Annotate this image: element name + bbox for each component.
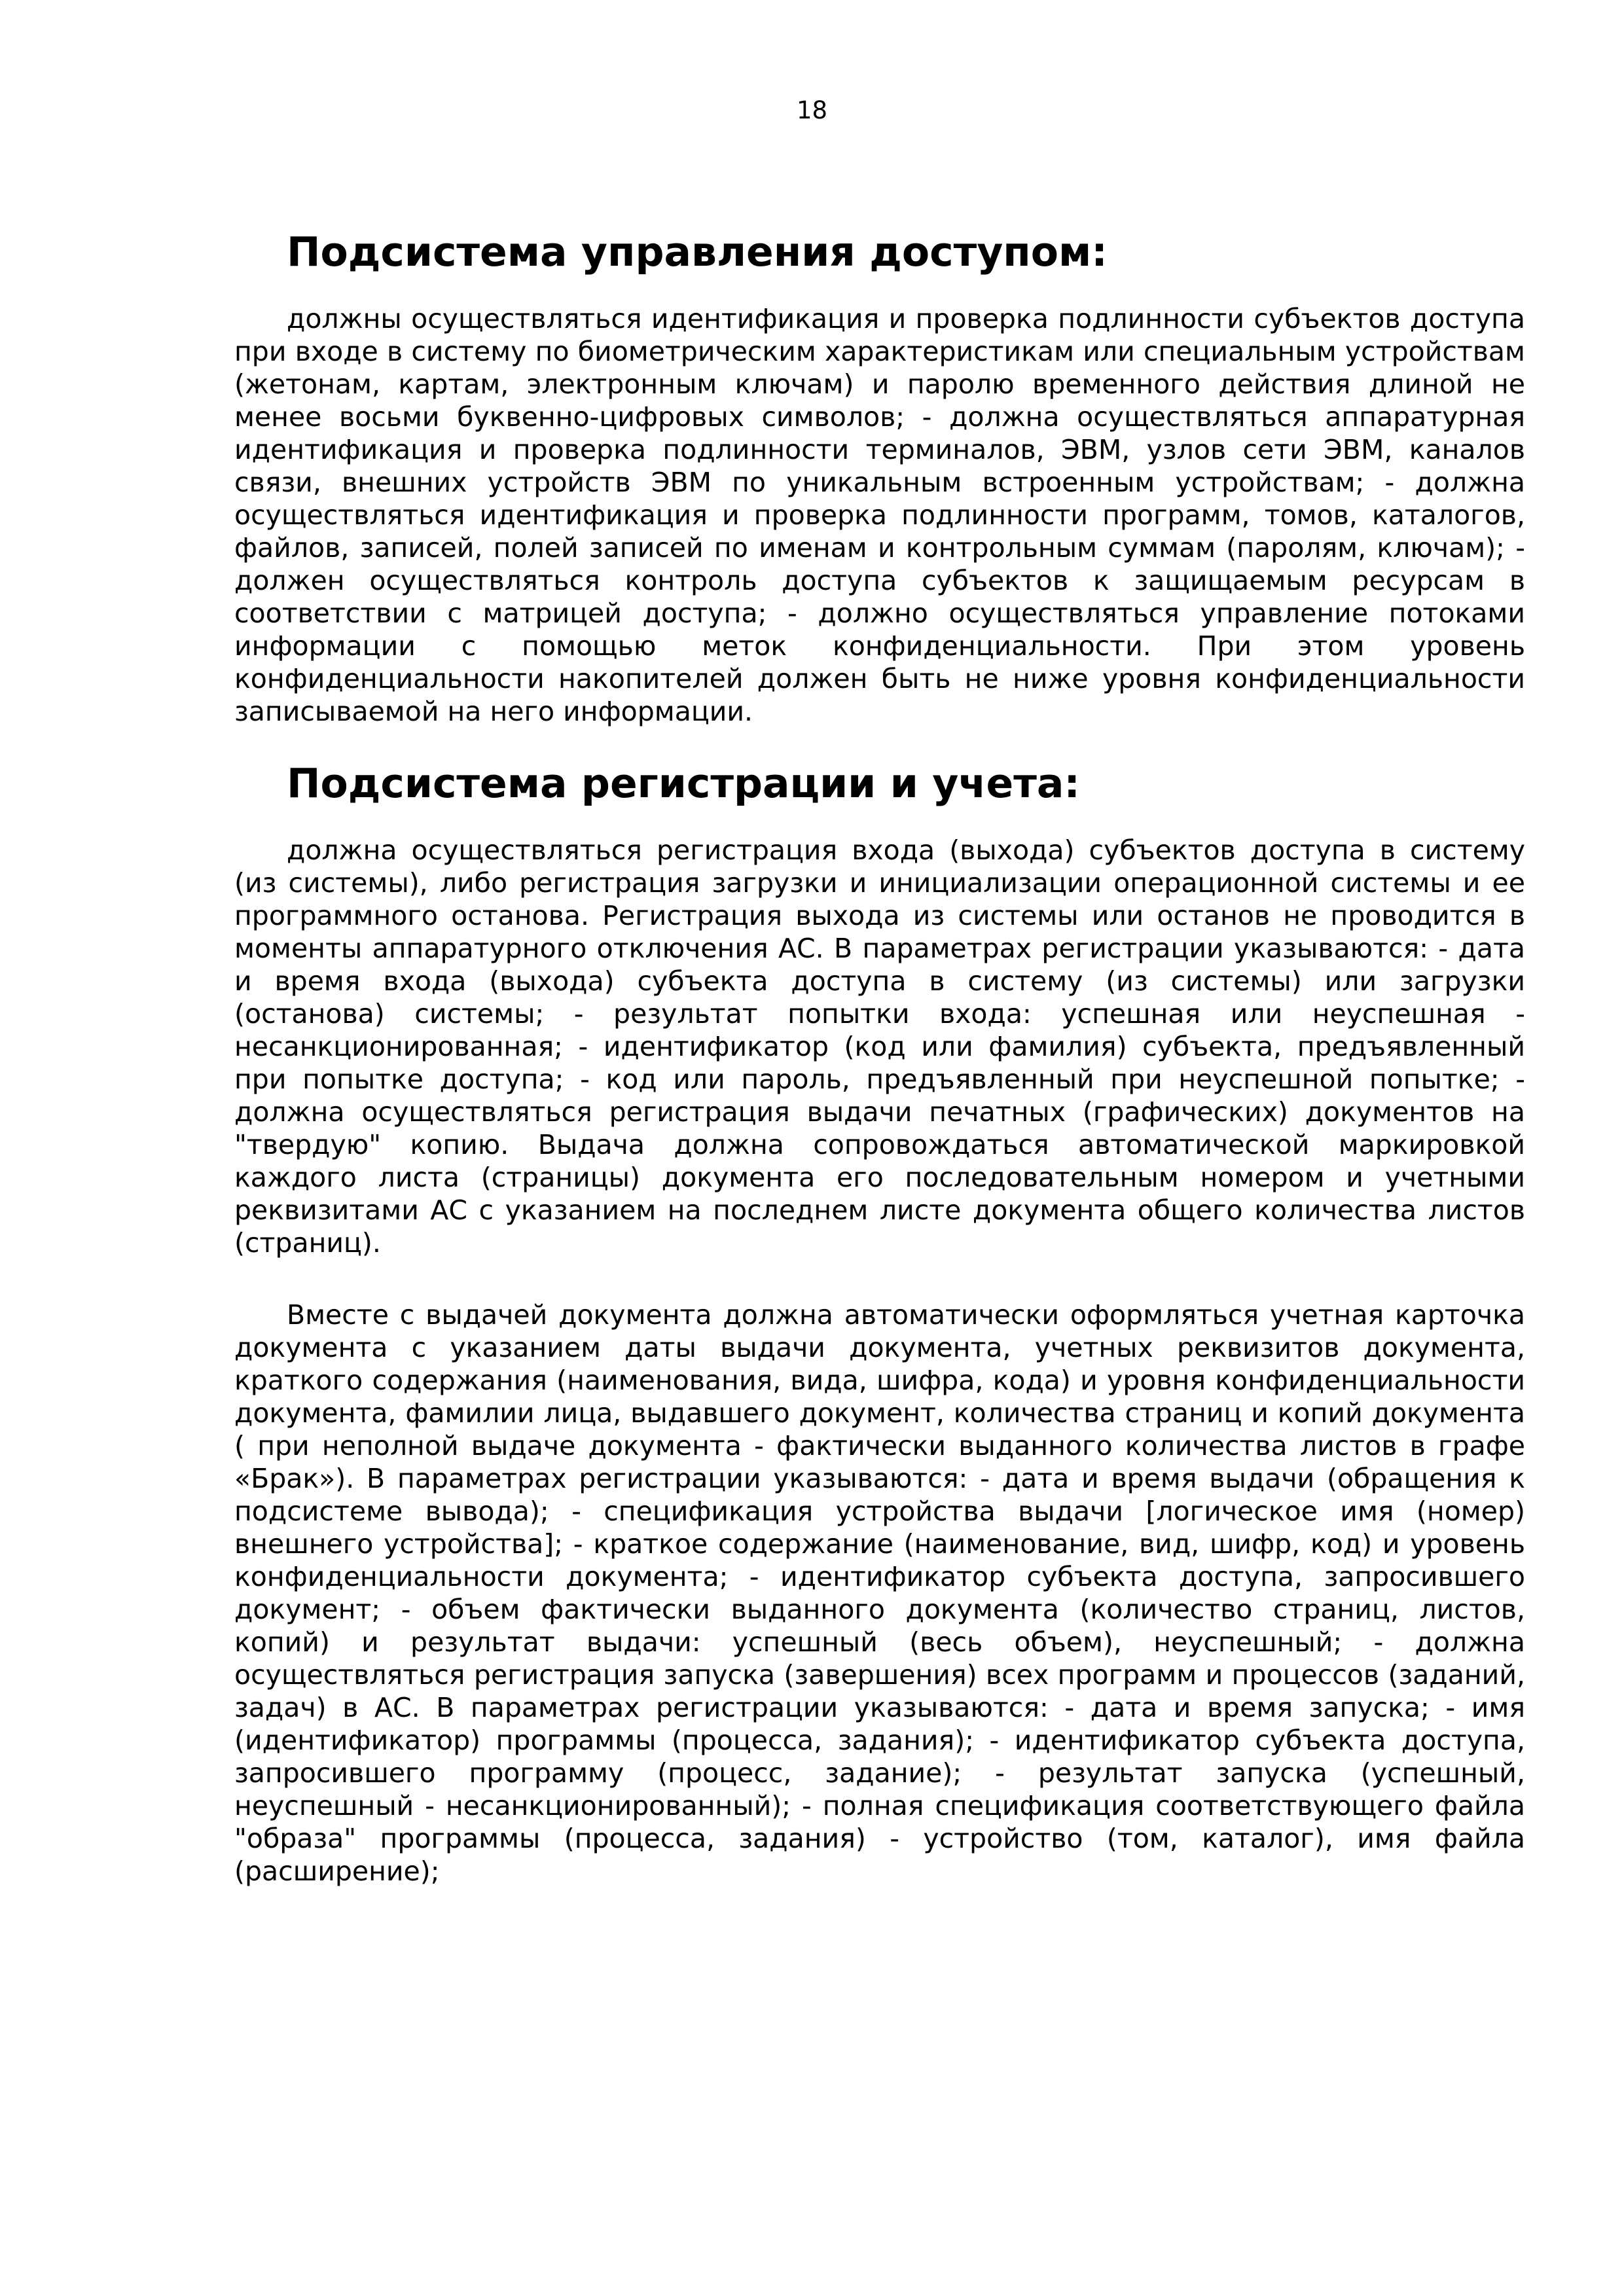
paragraph-access-control: должны осуществляться идентификация и проверка подлинности субъектов доступа при входе в систему по биометрическим характеристикам или специальным устройствам (жетонам, картам, электронным ключам) и паролю временного действия длиной не менее восьми буквенно-цифровых символов; - должна осуществляться аппаратурная идентификация и проверка подлинности терминалов, ЭВМ, узлов сети ЭВМ, каналов связи, внешних устройств ЭВМ по уникальным встроенным устройствам; - должна осуществляться идентификация и проверка подлинности программ, томов, каталогов, файлов, записей, полей записей по именам и контрольным суммам (паролям, ключам); - должен осуществляться контроль доступа субъектов к защищаемым ресурсам в соответствии с матрицей доступа; - должно осуществляться управление потоками информации с помощью меток конфиденциальности. При этом уровень конфиденциальности накопителей должен быть не ниже уровня конфиденциальности записываемой на него информации. [234,303,1525,727]
paragraph-registration-documents: Вместе с выдачей документа должна автоматически оформляться учетная карточка документа с указанием даты выдачи документа, учетных реквизитов документа, краткого содержания (наименования, вида, шифра, кода) и уровня конфиденциальности документа, фамилии лица, выдавшего документ, количества страниц и копий документа ( при неполной выдаче документа - фактически выданного количества листов в графе «Брак»). В параметрах регистрации указываются: - дата и время выдачи (обращения к подсистеме вывода); - спецификация устройства выдачи [логическое имя (номер) внешнего устройства]; - краткое содержание (наименование, вид, шифр, код) и уровень конфиденциальности документа; - идентификатор субъекта доступа, запросившего документ; - объем фактически выданного документа (количество страниц, листов, копий) и результат выдачи: успешный (весь объем), неуспешный; - должна осуществляться регистрация запуска (завершения) всех программ и процессов (заданий, задач) в АС. В параметрах регистрации указываются: - дата и время запуска; - имя (идентификатор) программы (процесса, задания); - идентификатор субъекта доступа, запросившего программу (процесс, задание); - результат запуска (успешный, неуспешный - несанкционированный); - полная спецификация соответствующего файла "образа" программы (процесса, задания) - устройство (том, каталог), имя файла (расширение); [234,1299,1525,1887]
page-number: 18 [796,96,828,124]
section-heading-registration: Подсистема регистрации и учета: [287,760,1080,807]
section-heading-access-control: Подсистема управления доступом: [287,228,1108,276]
document-body [234,228,1525,1888]
paragraph-registration-login: должна осуществляться регистрация входа (выхода) субъектов доступа в систему (из системы), либо регистрация загрузки и инициализации операционной системы и ее программного останова. Регистрация выхода из системы или останов не проводится в моменты аппаратурного отключения АС. В параметрах регистрации указываются: - дата и время входа (выхода) субъекта доступа в систему (из системы) или загрузки (останова) системы; - результат попытки входа: успешная или неуспешная - несанкционированная; - идентификатор (код или фамилия) субъекта, предъявленный при попытке доступа; - код или пароль, предъявленный при неуспешной попытке; - должна осуществляться регистрация выдачи печатных (графических) документов на "твердую" копию. Выдача должна сопровождаться автоматической маркировкой каждого листа (страницы) документа его последовательным номером и учетными реквизитами АС с указанием на последнем листе документа общего количества листов (страниц). [234,834,1525,1259]
spacer [234,1259,1525,1299]
